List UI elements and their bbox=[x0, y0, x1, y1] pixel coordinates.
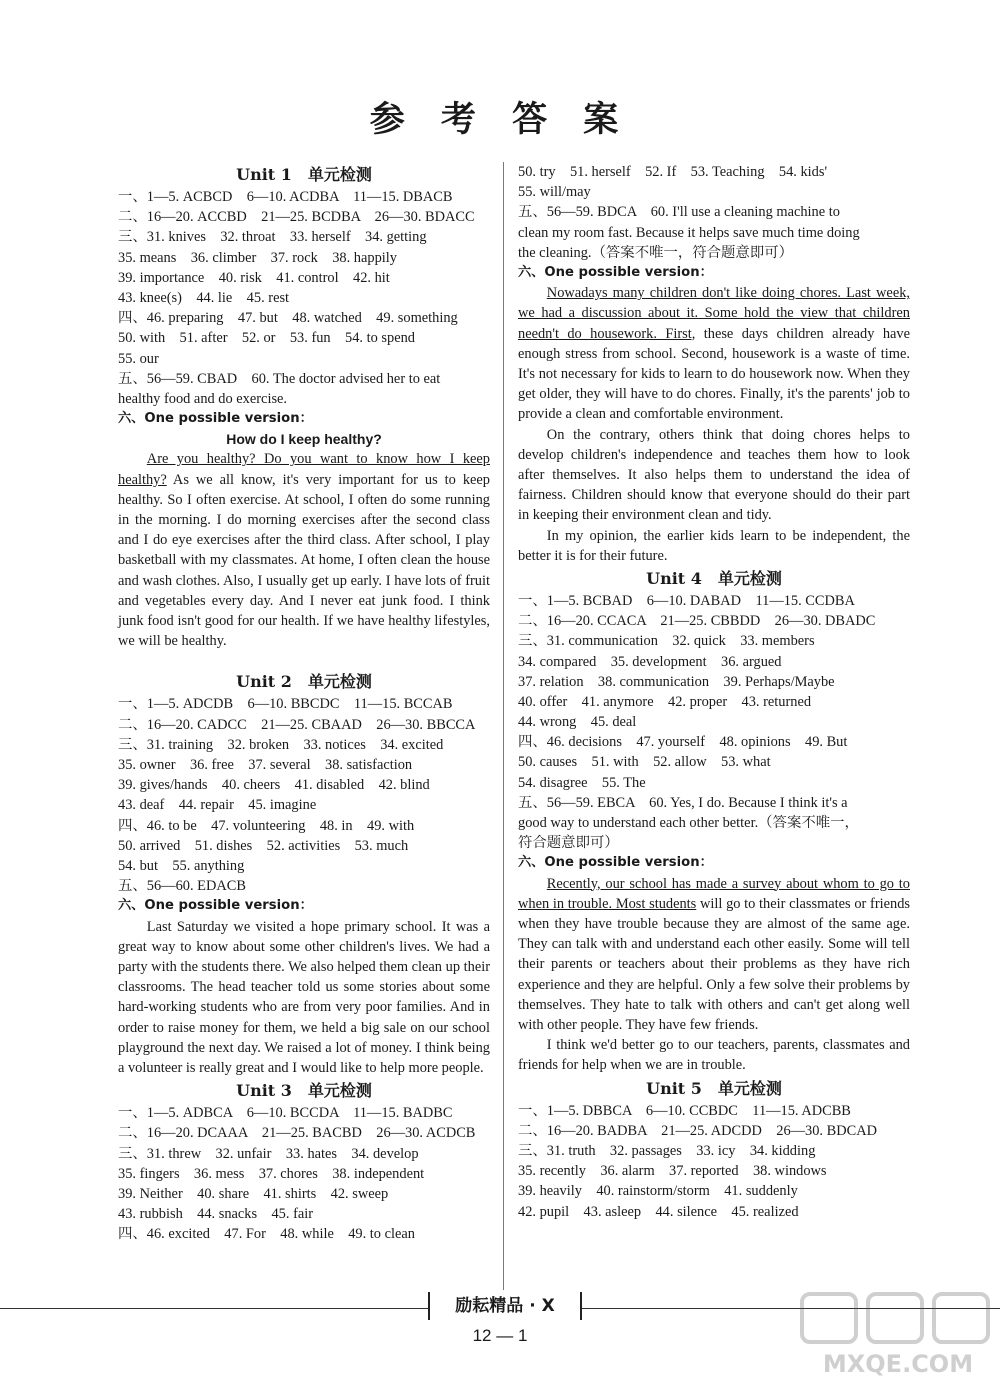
essay-underlined-text: Recently, our school has made a survey about whom to go to when in trouble. Most students bbox=[518, 875, 910, 912]
unit1-essay bbox=[118, 449, 490, 651]
answer-line: the cleaning.（答案不唯一，符合题意即可） bbox=[518, 244, 793, 261]
unit2-heading: Unit 2 单元检测 bbox=[236, 672, 372, 692]
left-column bbox=[118, 162, 490, 1244]
unit3-section-six-label: 六、One possible version： bbox=[518, 264, 713, 280]
answer-line: 43. deaf 44. repair 45. imagine bbox=[118, 797, 317, 814]
answer-line: 39. importance 40. risk 41. control 42. hit bbox=[118, 269, 390, 286]
answer-line: 二、16—20. BADBA 21—25. ADCDD 26—30. BDCAD bbox=[518, 1122, 877, 1139]
unit1-essay-title: How do I keep healthy? bbox=[226, 431, 382, 448]
answer-line: 42. pupil 43. asleep 44. silence 45. realized bbox=[518, 1203, 799, 1220]
essay-paragraph: I think we'd better go to our teachers, parents, classmates and friends for help when we are in trouble. bbox=[518, 1037, 910, 1074]
unit2-section-six-label: 六、One possible version： bbox=[118, 898, 313, 914]
answer-line: 三、31. threw 32. unfair 33. hates 34. develop bbox=[118, 1145, 419, 1162]
answer-line: 37. relation 38. communication 39. Perhaps/Maybe bbox=[518, 673, 835, 690]
answer-line: 四、46. decisions 47. yourself 48. opinions 49. But bbox=[518, 734, 848, 751]
essay-text: will go to their classmates or friends when they have trouble because they are almost of the same age. They can talk with and understand each other easily. Some will tell their parents or teachers about their problems as they have rich experience and they are helpful. Only a few solve their problems by themselves. They hate to talk with others and can't get along well with other people. They have few friends. bbox=[518, 895, 910, 1034]
essay-text: Last Saturday we visited a hope primary school. It was a great way to know about some other children's lives. We had a party with the students there. We also helped them clean up their classrooms. The head teacher told us some stories about some hard-working students who are from very poor families. And in order to raise money for them, we held a big sale on our school playground the next day. We raised a lot of money. I think being a volunteer is really great and I would like to help more people. bbox=[118, 918, 490, 1076]
unit1-section-six-label: 六、One possible version： bbox=[118, 411, 313, 427]
unit1-answers bbox=[118, 187, 490, 409]
right-column bbox=[518, 162, 910, 1222]
answer-line: 39. gives/hands 40. cheers 41. disabled 42. blind bbox=[118, 777, 430, 794]
essay-underlined-text: Are you healthy? Do you want to know how I keep healthy? bbox=[118, 451, 490, 488]
answer-line: 55. will/may bbox=[518, 184, 591, 201]
answer-line: 50. with 51. after 52. or 53. fun 54. to spend bbox=[118, 330, 415, 347]
answer-line: 一、1—5. ADCDB 6—10. BBCDC 11—15. BCCAB bbox=[118, 696, 453, 713]
answer-line: 三、31. training 32. broken 33. notices 34. excited bbox=[118, 736, 444, 753]
answer-line: 35. owner 36. free 37. several 38. satisfaction bbox=[118, 757, 413, 774]
answer-line: 50. arrived 51. dishes 52. activities 53. much bbox=[118, 837, 409, 854]
answer-line: 34. compared 35. development 36. argued bbox=[518, 653, 782, 670]
answer-line: 一、1—5. ACBCD 6—10. ACDBA 11—15. DBACB bbox=[118, 189, 453, 205]
footer-brand: 励耘精品 · X bbox=[428, 1292, 582, 1320]
answer-line: 二、16—20. CADCC 21—25. CBAAD 26—30. BBCCA bbox=[118, 716, 476, 733]
answer-line: 五、56—59. EBCA 60. Yes, I do. Because I think it's a bbox=[518, 794, 848, 811]
answer-line: 43. knee(s) 44. lie 45. rest bbox=[118, 289, 290, 306]
answer-line: 一、1—5. DBBCA 6—10. CCBDC 11—15. ADCBB bbox=[518, 1102, 851, 1119]
unit3-heading: Unit 3 单元检测 bbox=[236, 1081, 372, 1101]
unit4-section-six-label: 六、One possible version： bbox=[518, 855, 713, 871]
answer-line: 二、16—20. CCACA 21—25. CBBDD 26—30. DBADC bbox=[518, 613, 876, 630]
essay-text: these days children already have enough stress from school. Second, housework is a waste of time. It's not necessary for kids to learn to do housework now. When they get older, they will have to do chores. Finally, it's the parents' job to provide a clean and comfortable environment. bbox=[518, 325, 911, 423]
answer-line: 55. our bbox=[118, 350, 159, 367]
answer-line: 符合题意即可） bbox=[518, 835, 619, 852]
essay-paragraph: In my opinion, the earlier kids learn to be independent, the better it is for their future. bbox=[518, 527, 910, 564]
answer-line: 三、31. knives 32. throat 33. herself 34. getting bbox=[118, 229, 427, 246]
page-title: 参 考 答 案 bbox=[369, 100, 631, 140]
essay-underlined-text: Nowadays many children don't like doing chores. Last week, we had a discussion about it. Some hold the view that children needn't do housework. First, bbox=[518, 285, 910, 342]
answer-line: 44. wrong 45. deal bbox=[518, 714, 637, 731]
answer-line: 五、56—59. CBAD 60. The doctor advised her to eat bbox=[118, 370, 441, 387]
answer-line: 54. but 55. anything bbox=[118, 857, 245, 874]
answer-line: healthy food and do exercise. bbox=[118, 390, 288, 407]
answer-line: 35. means 36. climber 37. rock 38. happily bbox=[118, 249, 397, 266]
unit3-essay bbox=[518, 283, 910, 566]
unit3-answers bbox=[118, 1103, 490, 1244]
unit4-heading: Unit 4 单元检测 bbox=[646, 568, 782, 588]
answer-line: 35. fingers 36. mess 37. chores 38. independent bbox=[118, 1165, 425, 1182]
answer-line: 三、31. truth 32. passages 33. icy 34. kidding bbox=[518, 1143, 816, 1159]
unit3-continued-answers bbox=[518, 162, 910, 263]
answer-line: 39. Neither 40. share 41. shirts 42. sweep bbox=[118, 1185, 389, 1202]
answer-line: 40. offer 41. anymore 42. proper 43. returned bbox=[518, 693, 812, 710]
answer-line: 43. rubbish 44. snacks 45. fair bbox=[118, 1206, 314, 1223]
essay-text: As we all know, it's very important for us to keep healthy. So I often exercise. At school, I often do some running in the morning. I do morning exercises after the second class and I do eye exercises after the third class. After school, I play basketball with my classmates. At home, I often clean the house and wash clothes. Also, I usually get up early. I have lots of fruit and vegetables every day. And I never eat junk food. I think junk food isn't good for our health. If we have healthy lifestyles, we will be healthy. bbox=[118, 471, 490, 650]
unit2-essay bbox=[118, 917, 490, 1079]
answer-line: 二、16—20. ACCBD 21—25. BCDBA 26—30. BDACC bbox=[118, 209, 475, 226]
answer-line: 50. try 51. herself 52. If 53. Teaching 54. kids' bbox=[518, 164, 828, 180]
answer-line: 二、16—20. DCAAA 21—25. BACBD 26—30. ACDCB bbox=[118, 1125, 476, 1142]
unit5-answers bbox=[518, 1101, 910, 1222]
column-divider bbox=[503, 162, 504, 1290]
answer-line: 三、31. communication 32. quick 33. members bbox=[518, 633, 815, 650]
answer-line: 五、56—59. BDCA 60. I'll use a cleaning machine to bbox=[518, 204, 840, 221]
answer-line: 一、1—5. BCBAD 6—10. DABAD 11—15. CCDBA bbox=[518, 592, 855, 609]
unit4-answers bbox=[518, 591, 910, 853]
unit2-answers bbox=[118, 694, 490, 896]
answer-line: 一、1—5. ADBCA 6—10. BCCDA 11—15. BADBC bbox=[118, 1105, 453, 1122]
answer-line: 50. causes 51. with 52. allow 53. what bbox=[518, 754, 771, 771]
answer-line: good way to understand each other better.（答案不唯一， bbox=[518, 815, 859, 832]
watermark-logo bbox=[798, 1288, 998, 1380]
answer-line: 四、46. excited 47. For 48. while 49. to clean bbox=[118, 1226, 415, 1243]
answer-line: 四、46. to be 47. volunteering 48. in 49. with bbox=[118, 817, 415, 834]
answer-line: 54. disagree 55. The bbox=[518, 774, 646, 791]
unit1-heading: Unit 1 单元检测 bbox=[236, 165, 372, 184]
svg-text:MXQE.COM: MXQE.COM bbox=[822, 1350, 974, 1378]
essay-paragraph: On the contrary, others think that doing chores helps to develop children's independence and teaches them how to look after themselves. It also helps them to understand the idea of fairness. Children should know that everyone should do their part in keeping their environment clean and tidy. bbox=[518, 426, 910, 524]
answer-line: clean my room fast. Because it helps save much time doing bbox=[518, 224, 860, 241]
answer-line: 五、56—60. EDACB bbox=[118, 878, 246, 895]
page-number: 12 — 1 bbox=[472, 1326, 528, 1345]
answer-line: 35. recently 36. alarm 37. reported 38. windows bbox=[518, 1163, 827, 1180]
unit4-essay bbox=[518, 874, 910, 1076]
unit5-heading: Unit 5 单元检测 bbox=[646, 1078, 782, 1098]
answer-line: 四、46. preparing 47. but 48. watched 49. something bbox=[118, 310, 458, 327]
answer-line: 39. heavily 40. rainstorm/storm 41. suddenly bbox=[518, 1183, 798, 1200]
